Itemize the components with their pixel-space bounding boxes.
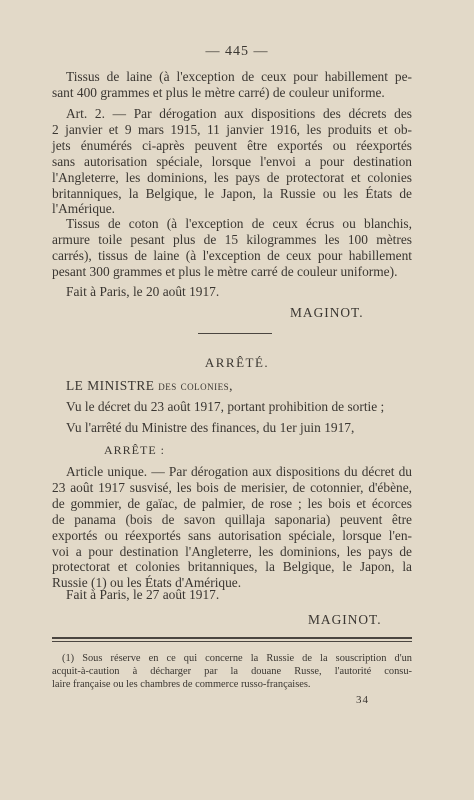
- arrete-heading: ARRÊTÉ.: [204, 355, 270, 370]
- text-line: Russie (1) ou les États d'Amérique.: [52, 575, 242, 591]
- text-line: sant 400 grammes et plus le mètre carré) de couleur uniforme.: [52, 84, 385, 100]
- date-line-1: Fait à Paris, le 20 août 1917.: [66, 284, 220, 299]
- signature-1: MAGINOT.: [290, 305, 364, 320]
- text-line: de panama (bois de savon quillaja saponaria) peuvent être: [52, 511, 412, 527]
- section-divider: [198, 333, 272, 334]
- text-line: 23 août 1917 susvisé, les bois de merisier, de cotonnier, d'ébène,: [52, 479, 412, 495]
- vu-arrete-line: Vu l'arrêté du Ministre des finances, du 1er juin 1917,: [66, 420, 355, 435]
- signature-2: MAGINOT.: [308, 612, 382, 627]
- text-line: protectorat et colonies britanniques, la Belgique, le Japon, la: [52, 559, 412, 575]
- text-line: l'Angleterre, les dominions, les pays de protectorat et colonies: [52, 169, 412, 185]
- footnote-rule-top: [52, 637, 412, 639]
- text-line: voi a pour destination l'Angleterre, les dominions, les pays de: [52, 543, 412, 559]
- text-line: sans autorisation spéciale, lorsque l'envoi a pour destination: [52, 153, 412, 169]
- text-line: jets énumérés ci-après peuvent être exportés ou réexportés: [52, 137, 412, 153]
- footnote-line: acquit-à-caution à décharger par la douane Russe, l'autorité consu-: [52, 666, 412, 677]
- signature-mark: 34: [356, 694, 369, 706]
- text-line: 2 janvier et 9 mars 1915, 11 janvier 1916, les produits et ob-: [52, 121, 412, 137]
- paragraph-tissus-laine: [52, 69, 412, 101]
- footnote: [52, 652, 412, 691]
- footnote-rule-bottom: [52, 641, 412, 642]
- footnote-line: (1) Sous réserve en ce qui concerne la Russie de la souscription d'un: [62, 653, 412, 664]
- vu-decret-line: Vu le décret du 23 août 1917, portant prohibition de sortie ;: [66, 399, 385, 414]
- paragraph-article-2: [52, 106, 412, 217]
- text-line: Article unique. — Par dérogation aux dispositions du décret du: [66, 464, 412, 479]
- text-line: armure toile pesant plus de 15 kilogrammes les 100 mètres: [52, 231, 412, 247]
- footnote-line: laire française ou les chambres de commerce russo-françaises.: [52, 679, 311, 690]
- text-line: britanniques, la Belgique, le Japon, la Russie ou les États de: [52, 185, 412, 201]
- minister-line: [52, 378, 412, 394]
- arrete-label: ARRÊTE :: [104, 443, 165, 457]
- text-line: Tissus de laine (à l'exception de ceux pour habillement pe-: [66, 69, 412, 84]
- date-line-2: Fait à Paris, le 27 août 1917.: [66, 587, 220, 602]
- text-line: pesant 300 grammes et plus le mètre carré de couleur uniforme).: [52, 263, 398, 279]
- text-line: de gommier, de gaïac, de palmier, de rose ; les bois et écorces: [52, 495, 412, 511]
- minister-text: LE MINISTRE des colonies,: [66, 378, 233, 393]
- text-line: exportés ou réexportés sans autorisation spéciale, lorsque l'en-: [52, 527, 412, 543]
- text-line: Art. 2. — Par dérogation aux dispositions des décrets des: [66, 106, 412, 121]
- text-line: l'Amérique.: [52, 201, 116, 217]
- text-line: carrés), tissus de laine (à l'exception de ceux pour habillement: [52, 247, 412, 263]
- text-line: Tissus de coton (à l'exception de ceux écrus ou blanchis,: [66, 216, 412, 231]
- paragraph-article-unique: [52, 464, 412, 591]
- paragraph-tissus-coton: [52, 216, 412, 280]
- page-number: — 445 —: [205, 44, 269, 59]
